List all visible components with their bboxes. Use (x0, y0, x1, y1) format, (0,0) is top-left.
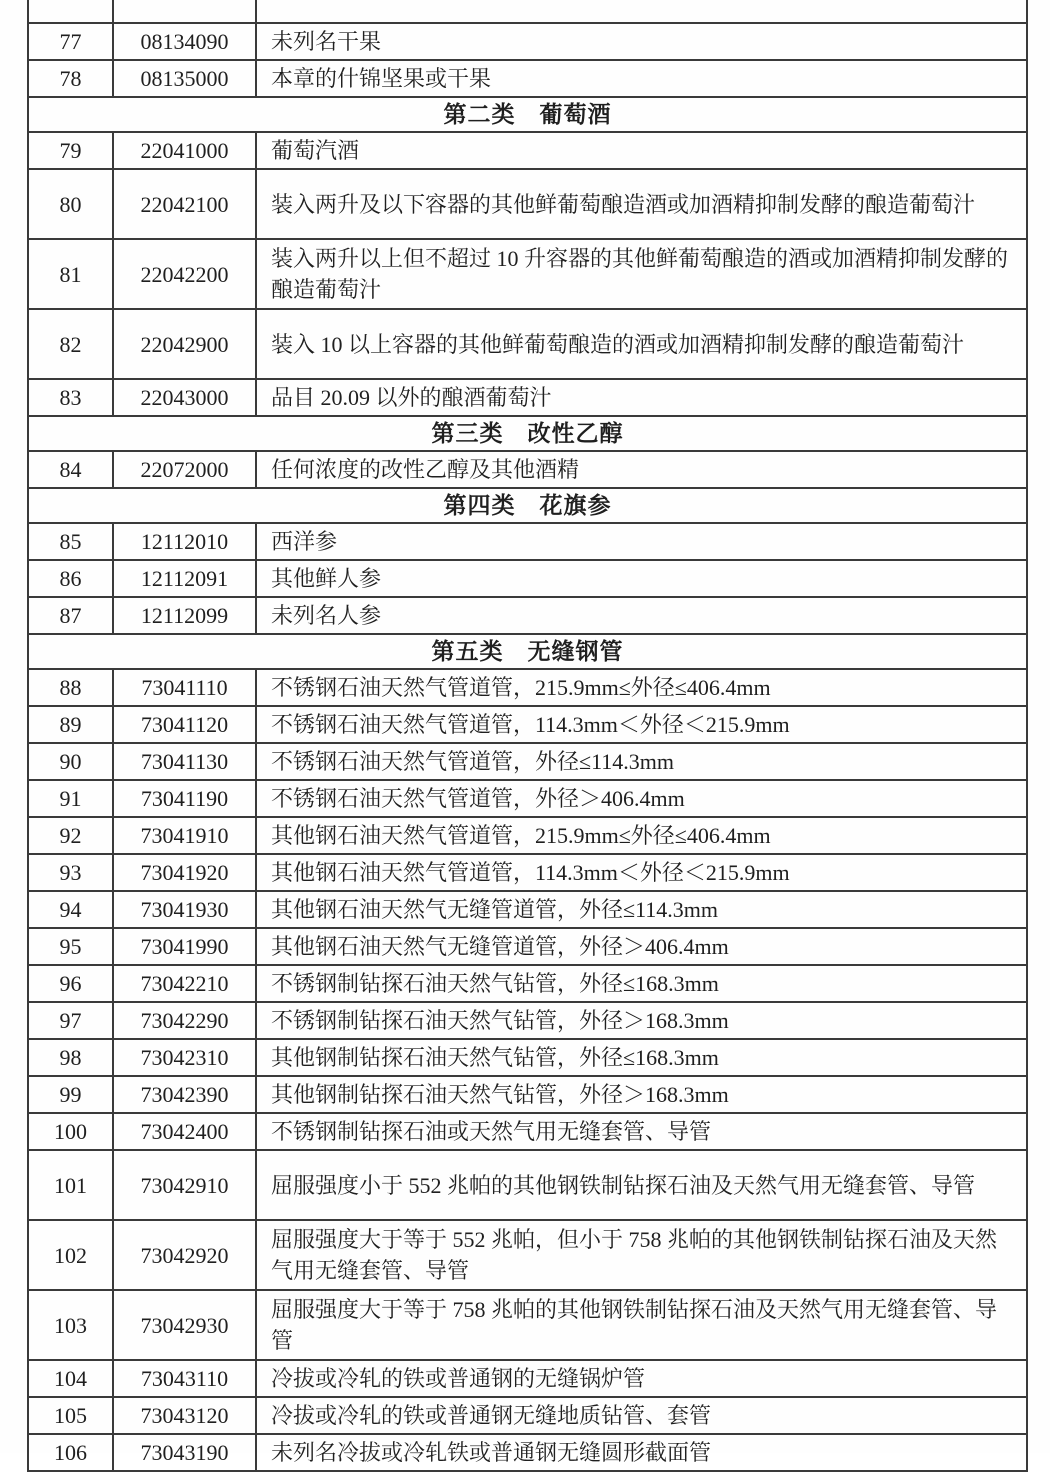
desc-cell: 冷拔或冷轧的铁或普通钢的无缝锅炉管 (256, 1360, 1027, 1397)
code-cell: 08135000 (113, 60, 256, 97)
table-row (28, 132, 1027, 169)
code-cell: 73042920 (113, 1220, 256, 1290)
table-row (28, 379, 1027, 416)
index-cell: 93 (28, 854, 113, 891)
code-cell: 73042400 (113, 1113, 256, 1150)
code-cell: 73041130 (113, 743, 256, 780)
code-cell: 12112010 (113, 523, 256, 560)
table-row (28, 60, 1027, 97)
table-row (28, 1076, 1027, 1113)
index-cell: 81 (28, 239, 113, 309)
desc-cell: 装入 10 以上容器的其他鲜葡萄酿造的酒或加酒精抑制发酵的酿造葡萄汁 (256, 309, 1027, 379)
code-cell: 73043120 (113, 1397, 256, 1434)
table-row (28, 891, 1027, 928)
table-row (28, 965, 1027, 1002)
section-title: 第五类 无缝钢管 (28, 634, 1027, 669)
code-cell: 22043000 (113, 379, 256, 416)
table-body (28, 0, 1027, 1471)
index-cell: 87 (28, 597, 113, 634)
index-cell: 96 (28, 965, 113, 1002)
table-row (28, 1360, 1027, 1397)
index-cell: 99 (28, 1076, 113, 1113)
index-cell: 82 (28, 309, 113, 379)
desc-cell: 不锈钢石油天然气管道管，114.3mm＜外径＜215.9mm (256, 706, 1027, 743)
tariff-table (27, 0, 1028, 1472)
index-cell: 106 (28, 1434, 113, 1471)
code-cell: 73041990 (113, 928, 256, 965)
desc-cell: 未列名干果 (256, 23, 1027, 60)
desc-cell: 不锈钢石油天然气管道管，外径＞406.4mm (256, 780, 1027, 817)
table-row (28, 23, 1027, 60)
desc-cell: 未列名人参 (256, 597, 1027, 634)
desc-cell: 其他钢石油天然气管道管，114.3mm＜外径＜215.9mm (256, 854, 1027, 891)
code-cell: 73041110 (113, 669, 256, 706)
code-cell: 73042390 (113, 1076, 256, 1113)
index-cell: 105 (28, 1397, 113, 1434)
desc-cell: 不锈钢制钻探石油或天然气用无缝套管、导管 (256, 1113, 1027, 1150)
index-cell: 95 (28, 928, 113, 965)
index-cell: 98 (28, 1039, 113, 1076)
section-row (28, 634, 1027, 669)
desc-cell: 其他钢石油天然气无缝管道管，外径＞406.4mm (256, 928, 1027, 965)
code-cell: 73041120 (113, 706, 256, 743)
desc-cell: 冷拔或冷轧的铁或普通钢无缝地质钻管、套管 (256, 1397, 1027, 1434)
desc-cell: 其他钢制钻探石油天然气钻管，外径≤168.3mm (256, 1039, 1027, 1076)
table-row (28, 1039, 1027, 1076)
table-row (28, 309, 1027, 379)
code-cell: 73041930 (113, 891, 256, 928)
index-cell: 79 (28, 132, 113, 169)
table-row (28, 706, 1027, 743)
index-cell: 100 (28, 1113, 113, 1150)
table-row (28, 1150, 1027, 1220)
desc-cell: 装入两升以上但不超过 10 升容器的其他鲜葡萄酿造的酒或加酒精抑制发酵的酿造葡萄汁 (256, 239, 1027, 309)
desc-cell: 其他钢石油天然气管道管，215.9mm≤外径≤406.4mm (256, 817, 1027, 854)
table-row (28, 597, 1027, 634)
code-cell: 73042310 (113, 1039, 256, 1076)
table-row (28, 239, 1027, 309)
code-cell: 73043190 (113, 1434, 256, 1471)
section-row (28, 97, 1027, 132)
table-row (28, 928, 1027, 965)
index-cell: 97 (28, 1002, 113, 1039)
index-cell: 94 (28, 891, 113, 928)
cutoff-cell (28, 0, 113, 23)
code-cell: 73041190 (113, 780, 256, 817)
desc-cell: 葡萄汽酒 (256, 132, 1027, 169)
index-cell: 80 (28, 169, 113, 239)
index-cell: 103 (28, 1290, 113, 1360)
code-cell: 73042930 (113, 1290, 256, 1360)
table-row (28, 780, 1027, 817)
table-row (28, 854, 1027, 891)
table-row (28, 669, 1027, 706)
table-row (28, 523, 1027, 560)
table-row (28, 817, 1027, 854)
index-cell: 91 (28, 780, 113, 817)
code-cell: 12112099 (113, 597, 256, 634)
table-row (28, 1290, 1027, 1360)
code-cell: 73042910 (113, 1150, 256, 1220)
table-row (28, 169, 1027, 239)
table-row (28, 1113, 1027, 1150)
desc-cell: 装入两升及以下容器的其他鲜葡萄酿造酒或加酒精抑制发酵的酿造葡萄汁 (256, 169, 1027, 239)
desc-cell: 任何浓度的改性乙醇及其他酒精 (256, 451, 1027, 488)
desc-cell: 不锈钢石油天然气管道管，215.9mm≤外径≤406.4mm (256, 669, 1027, 706)
desc-cell: 屈服强度小于 552 兆帕的其他钢铁制钻探石油及天然气用无缝套管、导管 (256, 1150, 1027, 1220)
code-cell: 22041000 (113, 132, 256, 169)
code-cell: 73042210 (113, 965, 256, 1002)
cutoff-cell (113, 0, 256, 23)
index-cell: 89 (28, 706, 113, 743)
code-cell: 22042200 (113, 239, 256, 309)
code-cell: 73041920 (113, 854, 256, 891)
index-cell: 90 (28, 743, 113, 780)
index-cell: 84 (28, 451, 113, 488)
table-row (28, 743, 1027, 780)
code-cell: 73043110 (113, 1360, 256, 1397)
cutoff-row (28, 0, 1027, 23)
code-cell: 22042900 (113, 309, 256, 379)
desc-cell: 不锈钢制钻探石油天然气钻管，外径＞168.3mm (256, 1002, 1027, 1039)
desc-cell: 本章的什锦坚果或干果 (256, 60, 1027, 97)
desc-cell: 不锈钢制钻探石油天然气钻管，外径≤168.3mm (256, 965, 1027, 1002)
section-title: 第二类 葡萄酒 (28, 97, 1027, 132)
table-row (28, 1220, 1027, 1290)
index-cell: 102 (28, 1220, 113, 1290)
index-cell: 83 (28, 379, 113, 416)
code-cell: 12112091 (113, 560, 256, 597)
desc-cell: 不锈钢石油天然气管道管，外径≤114.3mm (256, 743, 1027, 780)
cutoff-cell (256, 0, 1027, 23)
desc-cell: 其他钢石油天然气无缝管道管，外径≤114.3mm (256, 891, 1027, 928)
index-cell: 86 (28, 560, 113, 597)
section-title: 第四类 花旗参 (28, 488, 1027, 523)
index-cell: 104 (28, 1360, 113, 1397)
table-row (28, 1002, 1027, 1039)
section-title: 第三类 改性乙醇 (28, 416, 1027, 451)
desc-cell: 品目 20.09 以外的酿酒葡萄汁 (256, 379, 1027, 416)
code-cell: 22042100 (113, 169, 256, 239)
desc-cell: 其他鲜人参 (256, 560, 1027, 597)
code-cell: 73041910 (113, 817, 256, 854)
desc-cell: 未列名冷拔或冷轧铁或普通钢无缝圆形截面管 (256, 1434, 1027, 1471)
section-row (28, 416, 1027, 451)
desc-cell: 屈服强度大于等于 758 兆帕的其他钢铁制钻探石油及天然气用无缝套管、导管 (256, 1290, 1027, 1360)
section-row (28, 488, 1027, 523)
table-row (28, 1397, 1027, 1434)
index-cell: 88 (28, 669, 113, 706)
index-cell: 101 (28, 1150, 113, 1220)
desc-cell: 屈服强度大于等于 552 兆帕，但小于 758 兆帕的其他钢铁制钻探石油及天然气用无缝套管、导管 (256, 1220, 1027, 1290)
index-cell: 85 (28, 523, 113, 560)
code-cell: 22072000 (113, 451, 256, 488)
index-cell: 78 (28, 60, 113, 97)
desc-cell: 西洋参 (256, 523, 1027, 560)
desc-cell: 其他钢制钻探石油天然气钻管，外径＞168.3mm (256, 1076, 1027, 1113)
table-row (28, 560, 1027, 597)
code-cell: 73042290 (113, 1002, 256, 1039)
index-cell: 92 (28, 817, 113, 854)
index-cell: 77 (28, 23, 113, 60)
table-row (28, 451, 1027, 488)
code-cell: 08134090 (113, 23, 256, 60)
